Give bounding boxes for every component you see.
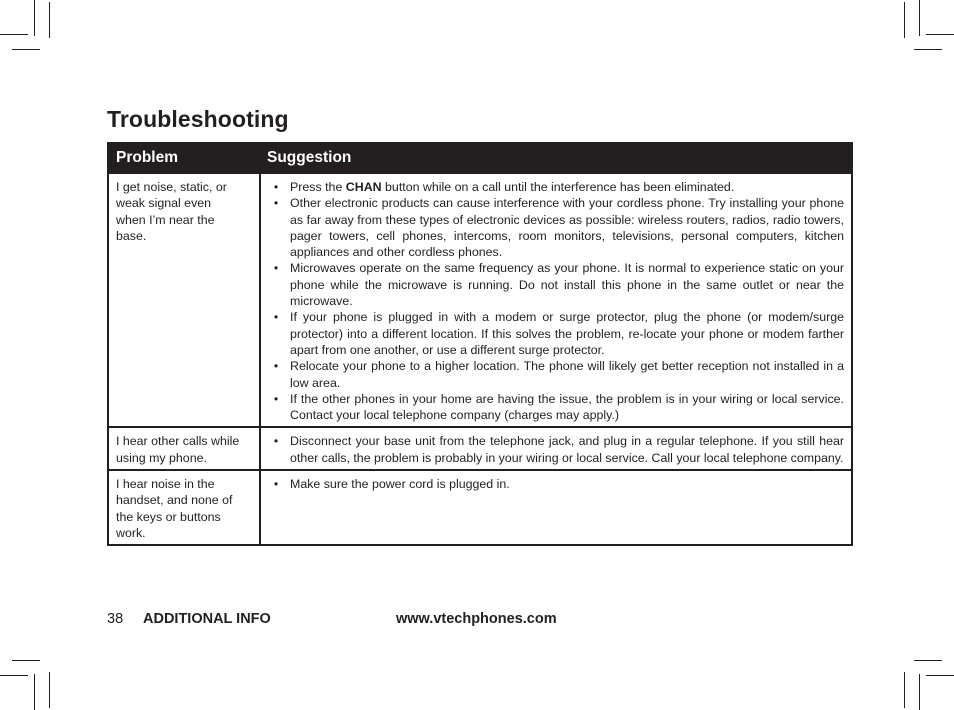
crop-mark bbox=[0, 675, 28, 676]
suggestion-item bbox=[270, 358, 844, 391]
crop-mark bbox=[34, 0, 35, 36]
suggestion-text: If your phone is plugged in with a modem or surge protector, plug the phone (or modem/surge protector) into a different location. If this solves the problem, re-locate your phone or modem farther apart from one another, or use a different surge protector. bbox=[290, 310, 844, 357]
crop-mark bbox=[12, 660, 40, 661]
problem-cell bbox=[108, 470, 260, 545]
problem-text: I hear noise in the handset, and none of the keys or buttons work. bbox=[116, 477, 233, 540]
crop-mark bbox=[12, 49, 40, 50]
suggestion-text-after: button while on a call until the interference has been eliminated. bbox=[381, 180, 735, 194]
page-number: 38 bbox=[107, 611, 124, 627]
bullet-icon: • bbox=[273, 180, 279, 194]
crop-mark bbox=[914, 49, 942, 50]
problem-text: I get noise, static, or weak signal even when I’m near the base. bbox=[116, 180, 227, 243]
bullet-icon: • bbox=[273, 261, 279, 276]
troubleshooting-table bbox=[107, 142, 853, 546]
suggestion-item bbox=[270, 391, 844, 424]
suggestion-item bbox=[270, 195, 844, 260]
suggestion-cell bbox=[260, 470, 852, 545]
key-name: CHAN bbox=[345, 180, 382, 194]
page-title: Troubleshooting bbox=[107, 106, 289, 132]
suggestion-text: Microwaves operate on the same frequency as your phone. It is normal to experience static on your phone while the microwave is running. Do not install this phone in the same outlet or near the microwave. bbox=[290, 261, 844, 309]
bullet-icon: • bbox=[273, 391, 279, 406]
suggestion-cell bbox=[260, 173, 852, 427]
crop-mark bbox=[919, 0, 920, 36]
table-row bbox=[108, 173, 852, 427]
crop-mark bbox=[926, 675, 954, 676]
suggestion-item bbox=[270, 309, 844, 358]
column-header-problem: Problem bbox=[108, 143, 260, 173]
suggestion-list bbox=[270, 179, 844, 423]
crop-mark bbox=[919, 674, 920, 710]
crop-mark bbox=[0, 34, 28, 35]
crop-mark bbox=[49, 2, 50, 38]
problem-cell bbox=[108, 173, 260, 427]
crop-mark bbox=[926, 34, 954, 35]
crop-mark bbox=[49, 672, 50, 708]
crop-mark bbox=[904, 672, 905, 708]
suggestion-item bbox=[270, 260, 844, 309]
suggestion-text: Make sure the power cord is plugged in. bbox=[290, 477, 510, 492]
bullet-icon: • bbox=[273, 477, 279, 492]
bullet-icon: • bbox=[273, 434, 279, 449]
suggestion-text: Other electronic products can cause interference with your cordless phone. Try installing your phone as far away from these types of electronic devices as possible: wireless routers, radios, radio towers, pager towers, cell phones, intercoms, room monitors, televisions, personal computers, kitchen appliances and other cordless phones. bbox=[290, 196, 844, 260]
suggestion-item bbox=[270, 476, 844, 492]
suggestion-text: Relocate your phone to a higher location. The phone will likely get better reception not installed in a low area. bbox=[290, 359, 844, 390]
bullet-icon: • bbox=[273, 196, 279, 211]
website-url: www.vtechphones.com bbox=[396, 611, 557, 627]
suggestion-item bbox=[270, 179, 844, 195]
table-header-row bbox=[108, 143, 852, 173]
suggestion-item bbox=[270, 433, 844, 466]
suggestion-list bbox=[270, 433, 844, 466]
section-name: ADDITIONAL INFO bbox=[143, 611, 271, 627]
bullet-icon: • bbox=[273, 310, 279, 325]
table-row bbox=[108, 427, 852, 470]
crop-mark bbox=[914, 660, 942, 661]
problem-text: I hear other calls while using my phone. bbox=[116, 434, 240, 465]
suggestion-list bbox=[270, 476, 844, 492]
bullet-icon: • bbox=[273, 359, 279, 374]
table-row bbox=[108, 470, 852, 545]
suggestion-text: Disconnect your base unit from the telephone jack, and plug in a regular telephone. If you still hear other calls, the problem is probably in your wiring or local service. Call your local telephone company. bbox=[290, 434, 844, 465]
crop-mark bbox=[34, 674, 35, 710]
column-header-suggestion: Suggestion bbox=[260, 143, 852, 173]
suggestion-text-before: Press the bbox=[290, 180, 346, 194]
crop-mark bbox=[904, 2, 905, 38]
suggestion-cell bbox=[260, 427, 852, 470]
suggestion-text: If the other phones in your home are having the issue, the problem is in your wiring or local service. Contact your local telephone company (charges may apply.) bbox=[290, 391, 844, 423]
problem-cell bbox=[108, 427, 260, 470]
